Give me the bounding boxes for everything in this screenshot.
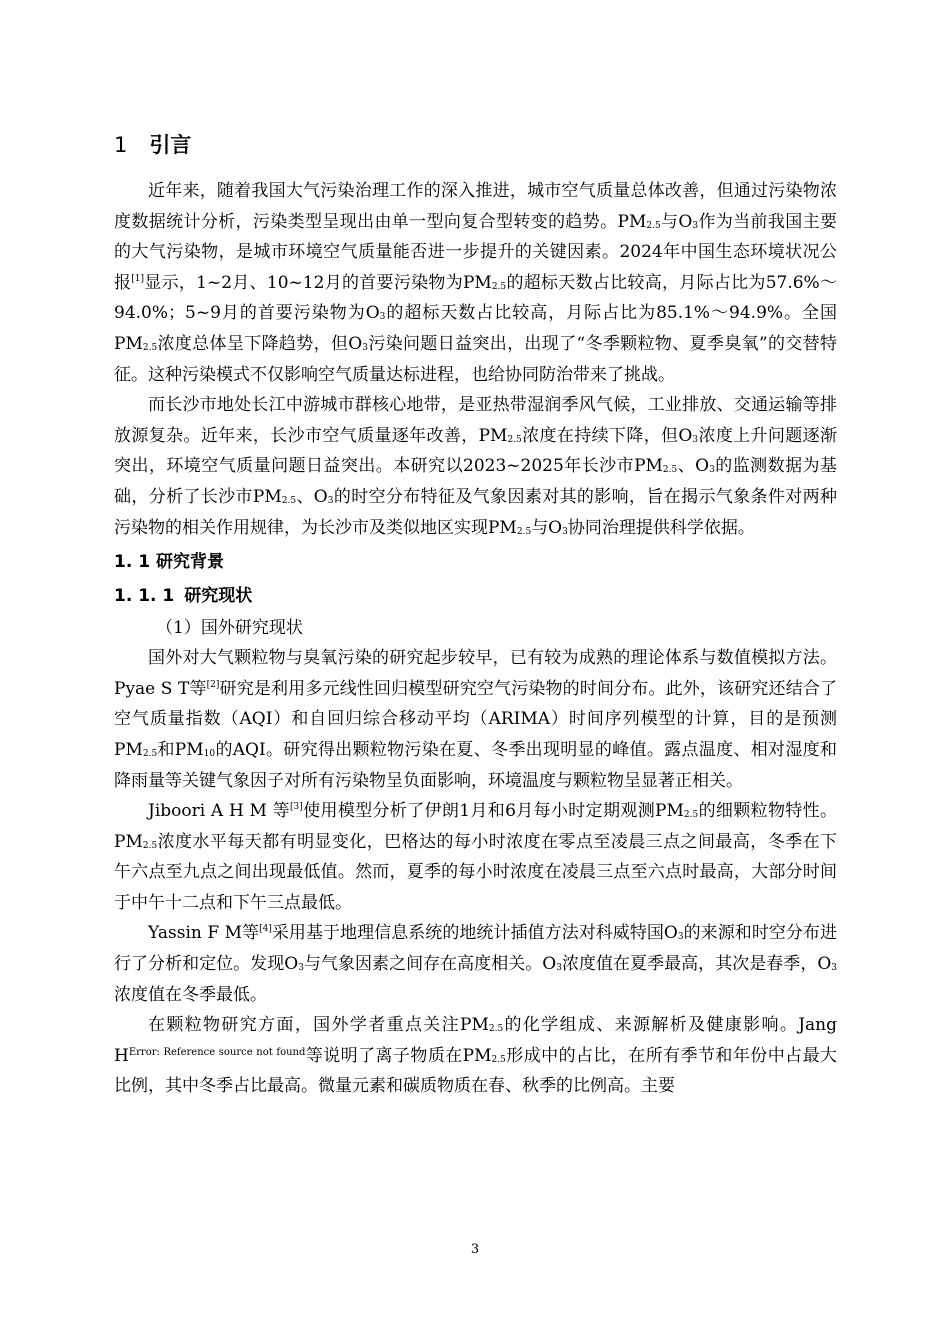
text-run: 浓度水平每天都有明显变化，巴格达的每小时浓度在零点至凌晨三点之间最高，冬季在下午六点至九点之间出现最低值。然而，夏季的每小时浓度在凌晨三点至六点时最高，大部分时间于中午十二点和下午三点最低。 bbox=[114, 831, 837, 913]
text-run: 而长沙市地处长江中游城市群核心地带，是亚热带湿润季风气候，工业排放、交通运输等排放源复杂。近年来，长沙市空气质量逐年改善，PM bbox=[114, 395, 837, 446]
text-run: 使用模型分析了伊朗1月和6月每小时定期观测PM bbox=[302, 801, 684, 822]
citation-ref[interactable]: [3] bbox=[290, 802, 303, 813]
text-run: Jiboori A H M 等 bbox=[148, 801, 291, 822]
text-run: 采用基于地理信息系统的地统计插值方法对科威特国O bbox=[271, 923, 678, 944]
page-content bbox=[114, 130, 837, 1102]
intro-paragraph-1 bbox=[114, 176, 837, 390]
text-run: 浓度值在夏季最高，其次是春季，O bbox=[561, 954, 832, 975]
subscript: 2.5 bbox=[662, 465, 678, 476]
subscript: 3 bbox=[692, 220, 699, 231]
intro-paragraph-2 bbox=[114, 390, 837, 543]
section-title: 引言 bbox=[149, 133, 192, 157]
subscript: 2.5 bbox=[516, 526, 532, 537]
foreign-paragraph-1 bbox=[114, 643, 837, 796]
text-run: 浓度总体呈下降趋势，但O bbox=[157, 333, 363, 354]
text-run: 研究是利用多元线性回归模型研究空气污染物的时间分布。此外，该研究还结合了空气质量指数（AQI）和自回归综合移动平均（ARIMA）时间序列模型的计算，目的是预测PM bbox=[114, 678, 838, 760]
text-run: 协同治理提供科学依据。 bbox=[567, 517, 755, 538]
text-run: 浓度在持续下降，但O bbox=[521, 425, 693, 446]
citation-ref[interactable]: [1] bbox=[131, 273, 145, 284]
text-run: 作为当前我国主要的大气污染物，是城市环境空气质量能否进一步提升的关键因素。2024年中国生态环境状况公报 bbox=[114, 211, 837, 293]
citation-ref[interactable]: [4] bbox=[259, 924, 272, 935]
subsubsection-heading bbox=[114, 581, 837, 611]
subscript: 2.5 bbox=[491, 1054, 506, 1065]
page-number: 3 bbox=[470, 1242, 480, 1257]
text-run: 的来源和时空分布进行了分析和定位。发现O bbox=[114, 923, 838, 975]
text-run: 和PM bbox=[157, 739, 204, 760]
text-run: 形成中的占比，在所有季节和年份中占最大比例，其中冬季占比最高。微量元素和碳质物质在春、秋季的比例高。主要 bbox=[114, 1045, 838, 1097]
subscript: 2.5 bbox=[683, 810, 699, 821]
foreign-paragraph-4 bbox=[114, 1010, 837, 1102]
subscript: 3 bbox=[831, 963, 838, 974]
foreign-paragraph-2 bbox=[114, 796, 837, 918]
text-run: 浓度值在冬季最低。 bbox=[114, 984, 267, 1005]
text-run: 与气象因素之间存在高度相关。O bbox=[303, 954, 557, 975]
subscript: 3 bbox=[362, 342, 368, 353]
subscript: 3 bbox=[556, 963, 562, 974]
subsection-heading: 1. 1 研究背景 bbox=[114, 552, 224, 573]
foreign-paragraph-3 bbox=[114, 918, 837, 1010]
section-heading bbox=[114, 130, 837, 160]
subscript: 2.5 bbox=[142, 342, 158, 353]
subscript: 2.5 bbox=[488, 1024, 504, 1035]
broken-citation-ref[interactable]: Error: Reference source not found bbox=[128, 1046, 306, 1058]
text-run: 在颗粒物研究方面，国外学者重点关注PM bbox=[148, 1015, 489, 1036]
subscript: 3 bbox=[379, 312, 386, 323]
subscript: 2.5 bbox=[142, 748, 158, 759]
subscript: 3 bbox=[562, 526, 568, 537]
text-run: 的超标天数占比较高，月际占比为85.1%～94.9%。全国PM bbox=[114, 303, 837, 354]
text-run: 等说明了离子物质在PM bbox=[305, 1045, 492, 1066]
subsubsection-number: 1. 1. 1 bbox=[114, 586, 175, 607]
list-item-heading: （1）国外研究现状 bbox=[156, 618, 303, 639]
text-run: 显示，1~2月、10~12月的首要污染物为PM bbox=[144, 272, 492, 293]
subscript: 2.5 bbox=[507, 434, 522, 445]
text-run: 的超标天数占比较高，月际占比为57.6%～94.0%；5~9月的首要污染物为O bbox=[114, 272, 837, 324]
text-run: 的时空分布特征及气象因素对其的影响，旨在揭示气象条件对两种污染物的相关作用规律，为长沙市及类似地区实现PM bbox=[114, 486, 837, 538]
citation-ref[interactable]: [2] bbox=[206, 679, 220, 690]
subscript: 3 bbox=[677, 932, 684, 943]
text-run: 、O bbox=[677, 456, 710, 477]
text-run: 的AQI。研究得出颗粒物污染在夏、冬季出现明显的峰值。露点温度、相对湿度和降雨量等关键气象因子对所有污染物呈负面影响，环境温度与颗粒物呈显著正相关。 bbox=[114, 739, 837, 791]
text-run: 污染问题日益突出，出现了“冬季颗粒物、夏季臭氧”的交替特征。这种污染模式不仅影响空气质量达标进程，也给协同防治带来了挑战。 bbox=[114, 333, 837, 385]
subscript: 2.5 bbox=[281, 495, 297, 506]
subscript: 3 bbox=[327, 495, 334, 506]
text-run: 与O bbox=[660, 211, 693, 232]
text-run: 浓度上升问题逐渐突出，环境空气质量问题日益突出。本研究以2023~2025年长沙市PM bbox=[114, 425, 837, 477]
text-run: 、O bbox=[296, 486, 328, 507]
subscript: 2.5 bbox=[646, 220, 661, 231]
subscript: 2.5 bbox=[491, 281, 507, 292]
text-run: 的监测数据为基础，分析了长沙市PM bbox=[114, 456, 837, 507]
subscript: 3 bbox=[709, 465, 715, 476]
subscript: 2.5 bbox=[142, 840, 158, 851]
text-run: 的细颗粒物特性。PM bbox=[114, 801, 837, 852]
section-number: 1 bbox=[114, 133, 128, 157]
text-run: Yassin F M等 bbox=[148, 923, 260, 944]
text-run: 近年来，随着我国大气污染治理工作的深入推进，城市空气质量总体改善，但通过污染物浓度数据统计分析，污染类型呈现出由单一型向复合型转变的趋势。PM bbox=[114, 181, 837, 232]
subscript: 3 bbox=[692, 434, 699, 445]
subsubsection-title: 研究现状 bbox=[184, 586, 253, 607]
subscript: 10 bbox=[203, 748, 216, 759]
text-run: 与O bbox=[531, 517, 563, 538]
text-run: 的化学组成、来源解析及健康影响。Jang H bbox=[114, 1015, 837, 1066]
subscript: 3 bbox=[298, 963, 304, 974]
text-run: 国外对大气颗粒物与臭氧污染的研究起步较早，已有较为成熟的理论体系与数值模拟方法。Pyae S T等 bbox=[114, 648, 837, 699]
